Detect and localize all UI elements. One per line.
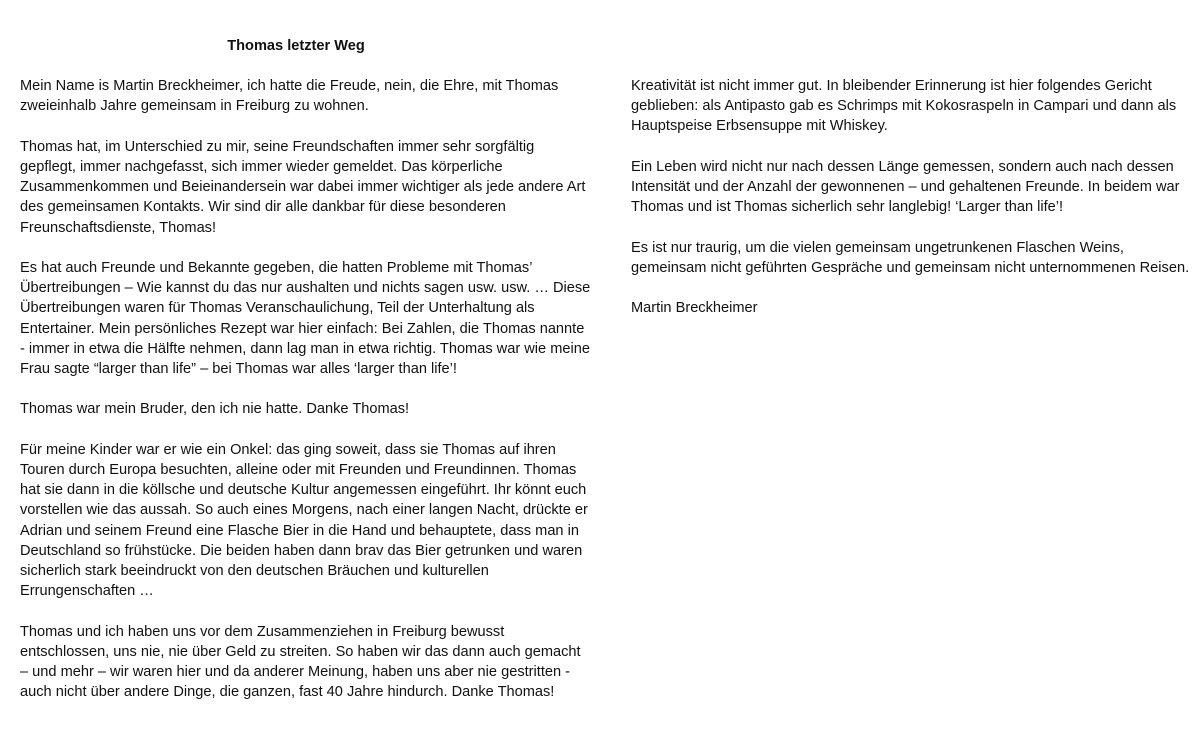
paragraph-brother: Thomas war mein Bruder, den ich nie hatte. Danke Thomas! — [20, 401, 410, 418]
paragraph-friendships: Thomas hat, im Unterschied zu mir, seine Freundschaften immer sehr sorgfältig gepflegt, immer nachgefasst, sich immer wieder gemeldet. Das körperliche Zusammenkommen und Beieinandersein war dabei immer wichtiger als jede andere Art des gemeinsamen Kontakts. Wir sind dir alle dankbar für diese besonderen Freunschaftsdienste, Thomas! — [20, 138, 586, 236]
paragraph-creativity: Kreativität ist nicht immer gut. In bleibender Erinnerung ist hier folgendes Gericht geblieben: als Antipasto gab es Schrimps mit Kokosraspeln in Campari und dann als Hauptspeise Erbsensuppe mit Whiskey. — [631, 78, 1177, 135]
document-title: Thomas letzter Weg — [227, 38, 365, 54]
paragraph-sadness: Es ist nur traurig, um die vielen gemeinsam ungetrunkenen Flaschen Weins, gemeinsam nicht geführten Gespräche und gemeinsam nicht unternommenen Reisen. — [631, 239, 1190, 276]
signature: Martin Breckheimer — [631, 300, 758, 317]
paragraph-life-measure: Ein Leben wird nicht nur nach dessen Länge gemessen, sondern auch nach dessen Intensität und der Anzahl der gewonnenen – und gehaltenen Freunde. In beidem war Thomas und ist Thomas sicherlich sehr langlebig! ‘Larger than life’! — [631, 158, 1180, 216]
paragraph-intro: Mein Name is Martin Breckheimer, ich hatte die Freude, nein, die Ehre, mit Thomas zweieinhalb Jahre gemeinsam in Freiburg zu wohnen. — [20, 78, 559, 115]
paragraph-money: Thomas und ich haben uns vor dem Zusammenziehen in Freiburg bewusst entschlossen, uns nie, nie über Geld zu streiten. So haben wir das dann auch gemacht – und mehr – wir waren hier und da anderer Meinung, haben uns aber nie gestritten - auch nicht über andere Dinge, die ganzen, fast 40 Jahre hindurch. Danke Thomas! — [20, 623, 581, 701]
right-column — [631, 76, 1191, 318]
paragraph-children: Für meine Kinder war er wie ein Onkel: das ging soweit, dass sie Thomas auf ihren Touren durch Europa besuchten, alleine oder mit Freunden und Freundinnen. Thomas hat sie dann in die köllsche und deutsche Kultur angemessen eingeführt. Ihr könnt euch vorstellen wie das aussah. So auch eines Morgens, nach einer langen Nacht, drückte er Adrian und seinem Freund eine Flasche Bier in die Hand und behauptete, dass man in Deutschland so frühstücke. Die beiden haben dann brav das Bier getrunken und waren sicherlich stark beeindruckt von den deutschen Bräuchen und kulturellen Errungenschaften … — [20, 441, 588, 600]
left-column — [20, 36, 592, 723]
paragraph-exaggerations: Es hat auch Freunde und Bekannte gegeben, die hatten Probleme mit Thomas’ Übertreibungen – Wie kannst du das nur aushalten und nichts sagen usw. usw. … Diese Übertreibungen waren für Thomas Veranschaulichung, Teil der Unterhaltung als Entertainer. Mein persönliches Rezept war hier einfach: Bei Zahlen, die Thomas nannte - immer in etwa die Hälfte nehmen, dann lag man in etwa richtig. Thomas war wie meine Frau sagte “larger than life” – bei Thomas war alles ‘larger than life’! — [20, 260, 591, 378]
